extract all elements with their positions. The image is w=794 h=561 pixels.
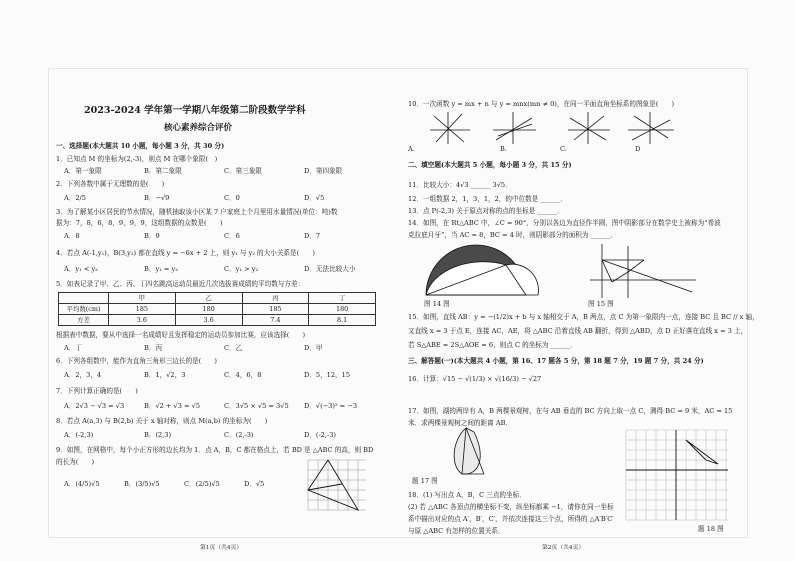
q9-option-b: B．(3/5)√5 bbox=[124, 480, 160, 488]
q10-label-d: D bbox=[635, 145, 641, 153]
question-18-part2-end: 与原 △ABC 有怎样的位置关系． bbox=[408, 527, 505, 535]
q9-option-d: D．√5 bbox=[244, 480, 265, 488]
q10-graph-options bbox=[428, 110, 678, 146]
score-table bbox=[58, 292, 376, 326]
q8-option-a: A．(-2,3) bbox=[64, 431, 94, 439]
q1-option-a: A．第一象限 bbox=[64, 167, 102, 175]
q3-option-a: A．8 bbox=[64, 232, 80, 240]
q8-option-b: B．(2,3) bbox=[144, 431, 172, 439]
table-cell: 平均数(cm) bbox=[59, 304, 109, 315]
table-cell: 180 bbox=[175, 304, 242, 315]
q5-option-d: D．甲 bbox=[304, 344, 323, 352]
q7-option-d: D．√(−3)² = −3 bbox=[304, 402, 358, 410]
table-row bbox=[59, 315, 376, 326]
table-header-cell: 丁 bbox=[309, 293, 376, 304]
q4-option-d: D．无法比较大小 bbox=[304, 265, 356, 273]
fig14-caption: 图 14 图 bbox=[424, 300, 450, 308]
page-1-footer: 第1页（共4页） bbox=[200, 545, 243, 551]
question-4: 4．若点 A(-1,y₁)，B(3,y₂) 都在直线 y = −6x + 2 上，则 y₁ 与 y₂ 的大小关系是( ) bbox=[56, 249, 315, 257]
exam-title: 2023-2024 学年第一学期八年级第二阶段数学学科 bbox=[84, 105, 306, 116]
question-3-line2: 据为：7，8，6，8，9，9，9，这组数据的众数是( ) bbox=[56, 219, 223, 227]
question-9-line1: 9．如图，在网格中，每个小正方形的边长均为 1．点 A，B，C 都在格点上，若 BD 是 △ABC 的高，则 BD bbox=[56, 446, 374, 454]
question-13: 13．点 P(-2,3) 关于原点对称的点的坐标是 ______． bbox=[408, 207, 564, 215]
question-16: 16．计算：√15 − √(1/3) × √(16/3) − √27 bbox=[408, 375, 542, 383]
question-18-part2: (2) 若 △ABC 各顶点的横坐标不变，纵坐标都乘 −1，请你在同一坐标 bbox=[408, 503, 614, 511]
question-5: 5．如表记录了甲、乙、丙、丁四名跳高运动员最近几次选拔赛成绩的平均数与方差： bbox=[56, 280, 305, 288]
q4-option-a: A．y₁ < y₂ bbox=[64, 265, 98, 273]
q2-option-c: C．0 bbox=[224, 194, 240, 202]
question-11: 11．比较大小：4√3 ______ 3√5． bbox=[408, 181, 512, 189]
q7-option-c: C．3√5 × √5 = 3√5 bbox=[224, 402, 289, 410]
q4-option-b: B．y₁ = y₂ bbox=[144, 265, 178, 273]
q6-option-c: C．4，6，8 bbox=[224, 371, 262, 379]
question-3-line1: 3．为了解某小区居民的节水情况，随机抽取该小区某 7 户家庭上个月里用水量情况(单位：吨)数 bbox=[56, 208, 338, 216]
question-18-part1: 18．(1) 写出点 A，B，C 三点的坐标． bbox=[408, 491, 526, 499]
section-1-heading: 一、选择题(本大题共 10 小题，每小题 3 分，共 30 分) bbox=[56, 142, 225, 150]
q5-option-c: C．乙 bbox=[224, 344, 243, 352]
table-cell: 185 bbox=[109, 304, 176, 315]
table-cell: 7.4 bbox=[242, 315, 309, 326]
question-9-line2: 的长为( ) bbox=[56, 458, 95, 466]
q17-lake-figure bbox=[444, 426, 494, 478]
q5-option-b: B．丙 bbox=[144, 344, 163, 352]
question-15-line2: 又直线 x = 3 于点 E，连接 AC，AE，将 △ABC 沿着直线 AB 翻折，得到 △ABD，点 D 正好落在直线 x = 3 上， bbox=[408, 327, 748, 335]
q3-option-b: B．9 bbox=[144, 232, 160, 240]
q10-label-b: B. bbox=[500, 145, 507, 153]
question-7: 7．下列计算正确的是( ) bbox=[56, 387, 138, 395]
q3-option-d: D．7 bbox=[304, 232, 321, 240]
table-header-cell: 甲 bbox=[109, 293, 176, 304]
table-cell: 3.6 bbox=[175, 315, 242, 326]
section-2-heading: 二、填空题(本大题共 5 小题，每小题 3 分，共 15 分) bbox=[408, 161, 572, 169]
q6-option-a: A．2，3，4 bbox=[64, 371, 102, 379]
fig17-caption: 题 17 图 bbox=[412, 477, 438, 485]
table-row bbox=[59, 304, 376, 315]
q6-option-b: B．1，√2，3 bbox=[144, 371, 186, 379]
q1-option-d: D．第四象限 bbox=[304, 167, 343, 175]
q15-coordinate-figure bbox=[588, 242, 698, 300]
q5-option-a: A．丁 bbox=[64, 344, 82, 352]
q9-option-c: C．(2/5)√5 bbox=[184, 480, 220, 488]
q6-option-d: D．5，12，15 bbox=[304, 371, 351, 379]
fig18-caption: 题 18 图 bbox=[698, 525, 724, 533]
question-8: 8．若点 A(a,3) 与 B(2,b) 关于 x 轴对称，则点 M(a,b) 的坐标为( ) bbox=[56, 417, 268, 425]
table-header-row bbox=[59, 293, 376, 304]
q3-option-c: C．6 bbox=[224, 232, 240, 240]
question-15-line3: 若 S△ABE = 2S△AOE = 6，则点 C 的坐标为 ______． bbox=[408, 341, 577, 349]
question-15-line1: 15．如图，直线 AB：y = −(1/2)x + b 与 x 轴相交于 A，B 两点，点 C 为第一象限内一点，连接 BC 且 BC // x 轴， bbox=[408, 313, 759, 321]
q1-option-c: C．第三象限 bbox=[224, 167, 263, 175]
question-17-line2: 米．求两棵景观树之间的距离 AB． bbox=[408, 419, 513, 427]
q1-option-b: B．第二象限 bbox=[144, 167, 182, 175]
q2-option-b: B．−√9 bbox=[144, 194, 170, 202]
section-3-heading: 三、解答题(一)(本大题共 4 小题，第 16、17 题各 5 分，第 18 题 7 分，19 题 7 分，共 24 分) bbox=[408, 357, 704, 365]
question-10: 10．一次函数 y = mx + n 与 y = mnx(mn ≠ 0)，在同一平面直角坐标系的图象是( ) bbox=[408, 100, 675, 108]
q8-option-d: D．(-2,-3) bbox=[304, 431, 336, 439]
q9-grid-figure bbox=[306, 458, 368, 520]
q9-option-a: A．(4/5)√5 bbox=[64, 480, 100, 488]
q10-label-c: C. bbox=[560, 145, 567, 153]
q8-option-c: C．(2,-3) bbox=[224, 431, 254, 439]
table-header-cell: 乙 bbox=[175, 293, 242, 304]
question-1: 1．已知点 M 的坐标为(2,-3)，则点 M 在哪个象限( ) bbox=[56, 155, 218, 163]
question-12: 12．一组数据 2，1，3，1，2，的中位数是 ______． bbox=[408, 195, 567, 203]
q7-option-b: B．√2 + √3 = √5 bbox=[144, 402, 201, 410]
q18-grid-figure bbox=[622, 426, 732, 524]
q4-option-c: C．y₁ > y₂ bbox=[224, 265, 259, 273]
table-cell: 方差 bbox=[59, 315, 109, 326]
table-header-cell bbox=[59, 293, 109, 304]
table-cell: 185 bbox=[242, 304, 309, 315]
table-header-cell: 丙 bbox=[242, 293, 309, 304]
q14-lune-figure bbox=[422, 241, 552, 299]
q10-label-a: A. bbox=[408, 145, 415, 153]
page-2-footer: 第2页（共4页） bbox=[542, 545, 585, 551]
table-cell: 8.1 bbox=[309, 315, 376, 326]
exam-subtitle: 核心素养综合评价 bbox=[164, 123, 233, 133]
q7-option-a: A．2√3 − √3 = √3 bbox=[64, 402, 125, 410]
table-cell: 180 bbox=[309, 304, 376, 315]
question-17-line1: 17．如图，湖的两岸有 A，B 两棵景观树，在与 AB 垂直的 BC 方向上取一点 C，测得 BC = 9 米，AC = 15 bbox=[408, 407, 733, 415]
table-cell: 3.6 bbox=[109, 315, 176, 326]
question-14-line2: 克拉底月牙”，当 AC = 8，BC = 4 时，则阴影部分的面积为 ______． bbox=[408, 231, 617, 239]
question-14-line1: 14．如图，在 Rt△ABC 中，∠C = 90°，分别以各边为直径作半圆，图中阴影部分在数学史上被称为“希波 bbox=[408, 219, 721, 227]
question-2: 2．下列各数中属于无理数的是( ) bbox=[56, 180, 165, 188]
q2-option-a: A．2/5 bbox=[64, 194, 86, 202]
q2-option-d: D．√5 bbox=[304, 194, 325, 202]
question-18-part2-cont: 系中描出对应的点 A′，B′，C′，并依次连接这三个点，所得的 △A′B′C′ bbox=[408, 515, 614, 523]
question-5-prompt: 根据表中数据，要从中选择一名成绩好且发挥稳定的运动员参加比赛，应该选择( ) bbox=[56, 331, 306, 339]
fig15-caption: 图 15 图 bbox=[588, 300, 614, 308]
question-6: 6．下列各组数中，能作为直角三角形三边长的是( ) bbox=[56, 357, 217, 365]
